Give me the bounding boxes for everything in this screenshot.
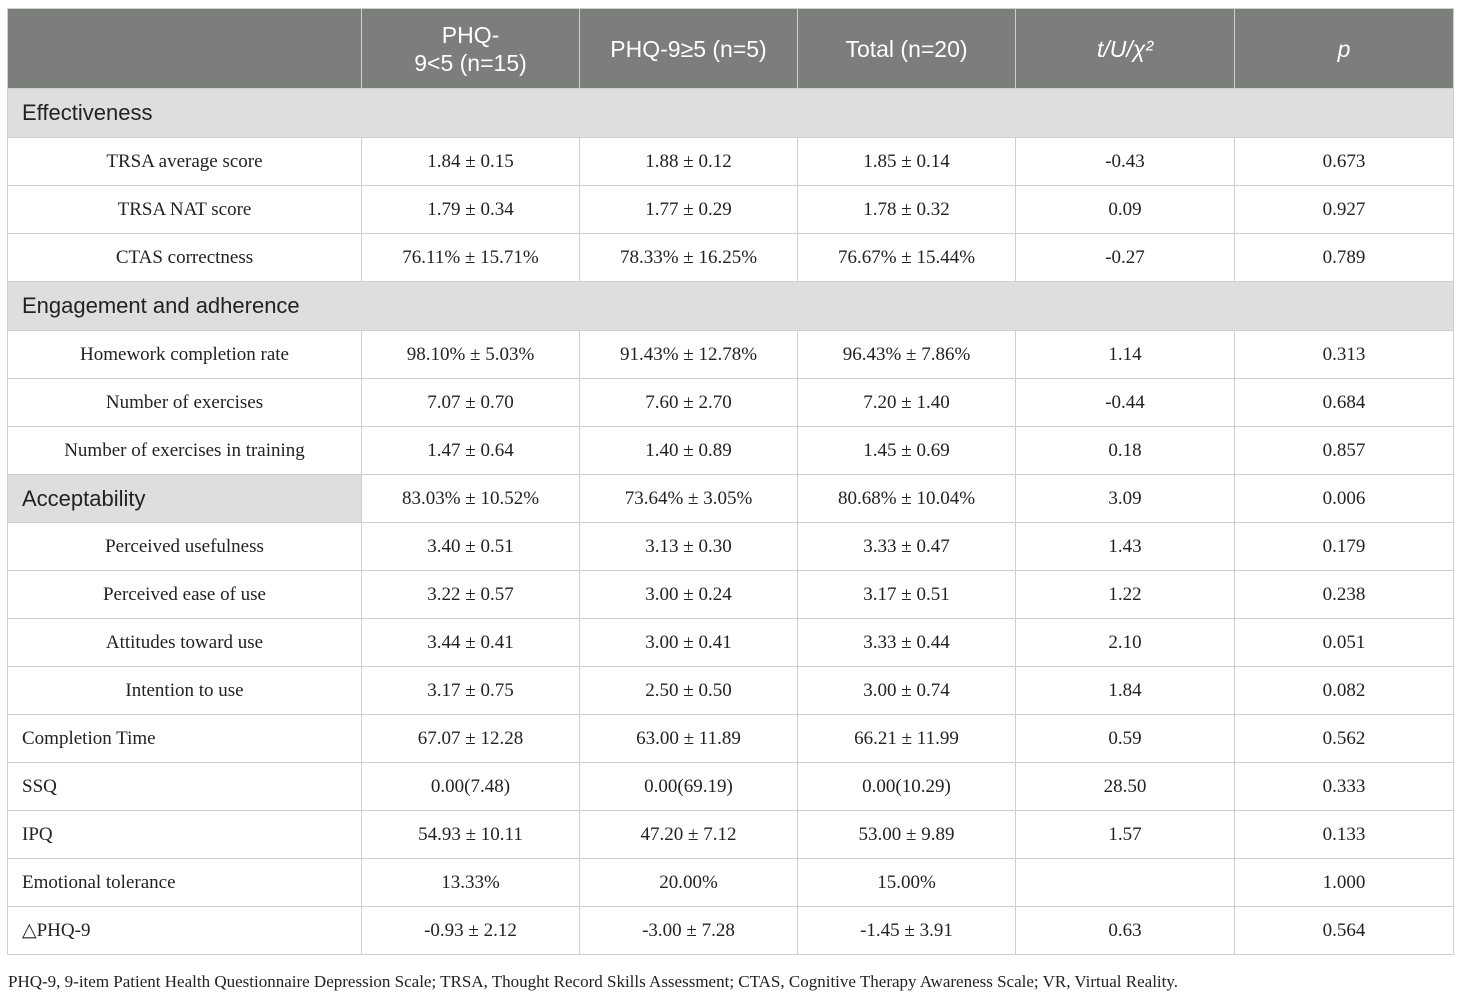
cell-stat: -0.27 <box>1016 234 1235 282</box>
cell-b: 20.00% <box>580 859 798 907</box>
cell-stat: 2.10 <box>1016 619 1235 667</box>
cell-total: 1.45 ± 0.69 <box>798 427 1016 475</box>
table-row <box>8 715 1454 763</box>
section-row-effectiveness <box>8 89 1454 138</box>
header-total: Total (n=20) <box>798 9 1016 89</box>
cell-p: 0.006 <box>1235 475 1454 523</box>
header-label <box>8 9 362 89</box>
cell-b: 3.00 ± 0.41 <box>580 619 798 667</box>
header-phq-low-line1: PHQ- <box>441 21 500 48</box>
cell-b: 1.88 ± 0.12 <box>580 138 798 186</box>
cell-stat: 1.84 <box>1016 667 1235 715</box>
cell-label: Attitudes toward use <box>8 619 362 667</box>
table-row <box>8 763 1454 811</box>
results-table <box>7 8 1454 955</box>
cell-stat <box>1016 859 1235 907</box>
cell-a: 76.11% ± 15.71% <box>362 234 580 282</box>
cell-a: 3.40 ± 0.51 <box>362 523 580 571</box>
section-title: Effectiveness <box>8 89 1454 138</box>
cell-total: 3.33 ± 0.44 <box>798 619 1016 667</box>
cell-a: 3.44 ± 0.41 <box>362 619 580 667</box>
cell-b: -3.00 ± 7.28 <box>580 907 798 955</box>
cell-label: Number of exercises in training <box>8 427 362 475</box>
cell-b: 78.33% ± 16.25% <box>580 234 798 282</box>
cell-b: 73.64% ± 3.05% <box>580 475 798 523</box>
header-statistic: t/U/χ² <box>1016 9 1235 89</box>
table-row <box>8 427 1454 475</box>
cell-label: CTAS correctness <box>8 234 362 282</box>
cell-p: 0.082 <box>1235 667 1454 715</box>
cell-p: 0.313 <box>1235 331 1454 379</box>
cell-b: 3.13 ± 0.30 <box>580 523 798 571</box>
header-phq-low <box>362 9 580 89</box>
cell-label: Intention to use <box>8 667 362 715</box>
table-footnote: PHQ-9, 9-item Patient Health Questionnaire Depression Scale; TRSA, Thought Record Skills Assessment; CTAS, Cognitive Therapy Awareness Scale; VR, Virtual Reality. <box>8 972 1179 991</box>
cell-label: TRSA NAT score <box>8 186 362 234</box>
header-p: p <box>1235 9 1454 89</box>
cell-stat: 1.14 <box>1016 331 1235 379</box>
cell-b: 7.60 ± 2.70 <box>580 379 798 427</box>
cell-stat: 28.50 <box>1016 763 1235 811</box>
cell-label: Emotional tolerance <box>8 859 362 907</box>
cell-a: 1.79 ± 0.34 <box>362 186 580 234</box>
cell-stat: 3.09 <box>1016 475 1235 523</box>
cell-total: 3.00 ± 0.74 <box>798 667 1016 715</box>
cell-total: 80.68% ± 10.04% <box>798 475 1016 523</box>
cell-stat: 0.59 <box>1016 715 1235 763</box>
table-row <box>8 138 1454 186</box>
table-row <box>8 859 1454 907</box>
table-row <box>8 571 1454 619</box>
table-row <box>8 331 1454 379</box>
cell-p: 0.562 <box>1235 715 1454 763</box>
cell-stat: 0.63 <box>1016 907 1235 955</box>
cell-b: 1.40 ± 0.89 <box>580 427 798 475</box>
cell-label: Perceived usefulness <box>8 523 362 571</box>
cell-a: 54.93 ± 10.11 <box>362 811 580 859</box>
cell-total: 7.20 ± 1.40 <box>798 379 1016 427</box>
cell-total: 0.00(10.29) <box>798 763 1016 811</box>
cell-b: 0.00(69.19) <box>580 763 798 811</box>
cell-stat: 1.43 <box>1016 523 1235 571</box>
cell-b: 1.77 ± 0.29 <box>580 186 798 234</box>
cell-stat: 1.57 <box>1016 811 1235 859</box>
cell-total: 53.00 ± 9.89 <box>798 811 1016 859</box>
cell-p: 0.133 <box>1235 811 1454 859</box>
cell-label: SSQ <box>8 763 362 811</box>
cell-b: 3.00 ± 0.24 <box>580 571 798 619</box>
section-row-engagement <box>8 282 1454 331</box>
cell-a: 0.00(7.48) <box>362 763 580 811</box>
table-row <box>8 907 1454 955</box>
table-row <box>8 475 1454 523</box>
cell-label: Completion Time <box>8 715 362 763</box>
cell-stat: -0.44 <box>1016 379 1235 427</box>
cell-a: 3.22 ± 0.57 <box>362 571 580 619</box>
cell-label: Homework completion rate <box>8 331 362 379</box>
cell-total: 3.33 ± 0.47 <box>798 523 1016 571</box>
cell-total: 1.78 ± 0.32 <box>798 186 1016 234</box>
cell-b: 2.50 ± 0.50 <box>580 667 798 715</box>
cell-p: 0.564 <box>1235 907 1454 955</box>
cell-p: 0.238 <box>1235 571 1454 619</box>
cell-label: Number of exercises <box>8 379 362 427</box>
cell-a: 1.47 ± 0.64 <box>362 427 580 475</box>
cell-stat: 0.09 <box>1016 186 1235 234</box>
cell-total: 15.00% <box>798 859 1016 907</box>
cell-label: Acceptability <box>8 475 362 523</box>
table-row <box>8 186 1454 234</box>
cell-a: 1.84 ± 0.15 <box>362 138 580 186</box>
cell-a: 3.17 ± 0.75 <box>362 667 580 715</box>
cell-stat: 1.22 <box>1016 571 1235 619</box>
cell-b: 91.43% ± 12.78% <box>580 331 798 379</box>
cell-p: 0.673 <box>1235 138 1454 186</box>
cell-p: 0.333 <box>1235 763 1454 811</box>
cell-a: 67.07 ± 12.28 <box>362 715 580 763</box>
table-row <box>8 379 1454 427</box>
cell-p: 0.789 <box>1235 234 1454 282</box>
cell-a: -0.93 ± 2.12 <box>362 907 580 955</box>
header-row <box>8 9 1454 89</box>
cell-label: △PHQ-9 <box>8 907 362 955</box>
header-phq-low-line2: 9<5 (n=15) <box>414 49 527 76</box>
cell-a: 13.33% <box>362 859 580 907</box>
cell-stat: 0.18 <box>1016 427 1235 475</box>
table-row <box>8 234 1454 282</box>
cell-total: 66.21 ± 11.99 <box>798 715 1016 763</box>
cell-a: 83.03% ± 10.52% <box>362 475 580 523</box>
cell-total: 1.85 ± 0.14 <box>798 138 1016 186</box>
cell-p: 0.927 <box>1235 186 1454 234</box>
cell-label: Perceived ease of use <box>8 571 362 619</box>
table-row <box>8 811 1454 859</box>
cell-label: IPQ <box>8 811 362 859</box>
cell-a: 98.10% ± 5.03% <box>362 331 580 379</box>
cell-total: 76.67% ± 15.44% <box>798 234 1016 282</box>
cell-total: -1.45 ± 3.91 <box>798 907 1016 955</box>
cell-stat: -0.43 <box>1016 138 1235 186</box>
cell-p: 1.000 <box>1235 859 1454 907</box>
cell-p: 0.857 <box>1235 427 1454 475</box>
cell-p: 0.051 <box>1235 619 1454 667</box>
cell-p: 0.179 <box>1235 523 1454 571</box>
cell-a: 7.07 ± 0.70 <box>362 379 580 427</box>
cell-p: 0.684 <box>1235 379 1454 427</box>
cell-total: 3.17 ± 0.51 <box>798 571 1016 619</box>
table-row <box>8 619 1454 667</box>
cell-total: 96.43% ± 7.86% <box>798 331 1016 379</box>
cell-b: 47.20 ± 7.12 <box>580 811 798 859</box>
table-row <box>8 667 1454 715</box>
table-row <box>8 523 1454 571</box>
section-title: Engagement and adherence <box>8 282 1454 331</box>
cell-label: TRSA average score <box>8 138 362 186</box>
cell-b: 63.00 ± 11.89 <box>580 715 798 763</box>
header-phq-high: PHQ-9≥5 (n=5) <box>580 9 798 89</box>
